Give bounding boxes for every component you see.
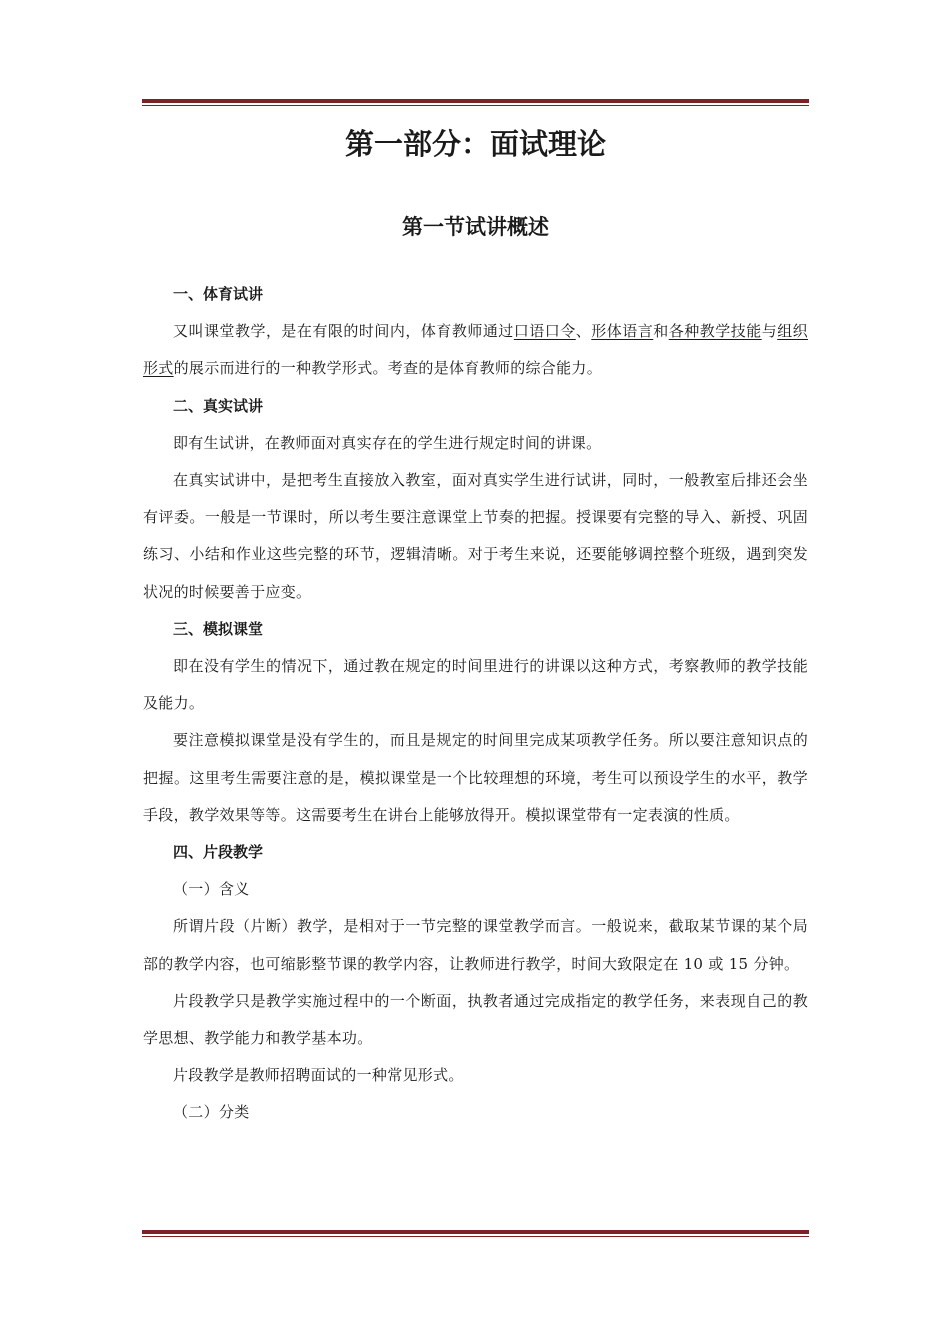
- heading-sports-trial: 一、体育试讲: [173, 285, 264, 303]
- paragraph: 即有生试讲，在教师面对真实存在的学生进行规定时间的讲课。: [173, 433, 602, 452]
- underlined-term: 口语口令: [513, 322, 576, 341]
- underlined-term: 各种教学技能: [668, 322, 762, 341]
- paragraph: 要注意模拟课堂是没有学生的，而且是规定的时间里完成某项教学任务。所以要注意知识点的把握。这里考生需要注意的是，模拟课堂是一个比较理想的环境，考生可以预设学生的水平，教学手段，教学效果等等。这需要考生在讲台上能够放得开。模拟课堂带有一定表演的性质。: [143, 731, 808, 824]
- paragraph: 所谓片段（片断）教学，是相对于一节完整的课堂教学而言。一般说来，截取某节课的某个局部的教学内容，也可缩影整节课的教学内容，让教师进行教学，时间大致限定在 10 或 15 分钟。: [143, 917, 808, 973]
- underlined-term: 组织形式: [143, 322, 808, 378]
- heading-segment-teaching: 四、片段教学: [173, 843, 264, 862]
- paragraph: 片段教学只是教学实施过程中的一个断面，执教者通过完成指定的教学任务，来表现自己的教学思想、教学能力和教学基本功。: [143, 991, 808, 1048]
- section-title: 第一节试讲概述: [402, 215, 549, 239]
- document-body: [143, 276, 808, 1132]
- paragraph: 又叫课堂教学，是在有限的时间内，体育教师通过口语口令、形体语言和各种教学技能与组织形式的展示而进行的一种教学形式。考查的是体育教师的综合能力。: [143, 322, 808, 378]
- subheading: （二）分类: [173, 1103, 250, 1122]
- header-rule: [142, 99, 809, 106]
- paragraph: 即在没有学生的情况下，通过教在规定的时间里进行的讲课以这种方式，考察教师的教学技能及能力。: [143, 657, 808, 713]
- subheading: （一）含义: [173, 880, 250, 899]
- page-title: 第一部分：面试理论: [344, 127, 606, 161]
- underlined-term: 形体语言: [591, 322, 654, 341]
- heading-mock-class: 三、模拟课堂: [173, 619, 264, 638]
- paragraph: 在真实试讲中，是把考生直接放入教室，面对真实学生进行试讲，同时，一般教室后排还会坐有评委。一般是一节课时，所以考生要注意课堂上节奏的把握。授课要有完整的导入、新授、巩固练习、小结和作业这些完整的环节，逻辑清晰。对于考生来说，还要能够调控整个班级，遇到突发状况的时候要善于应变。: [143, 471, 808, 601]
- heading-real-trial: 二、真实试讲: [173, 396, 264, 415]
- paragraph: 片段教学是教师招聘面试的一种常见形式。: [173, 1066, 464, 1085]
- footer-rule: [142, 1230, 809, 1237]
